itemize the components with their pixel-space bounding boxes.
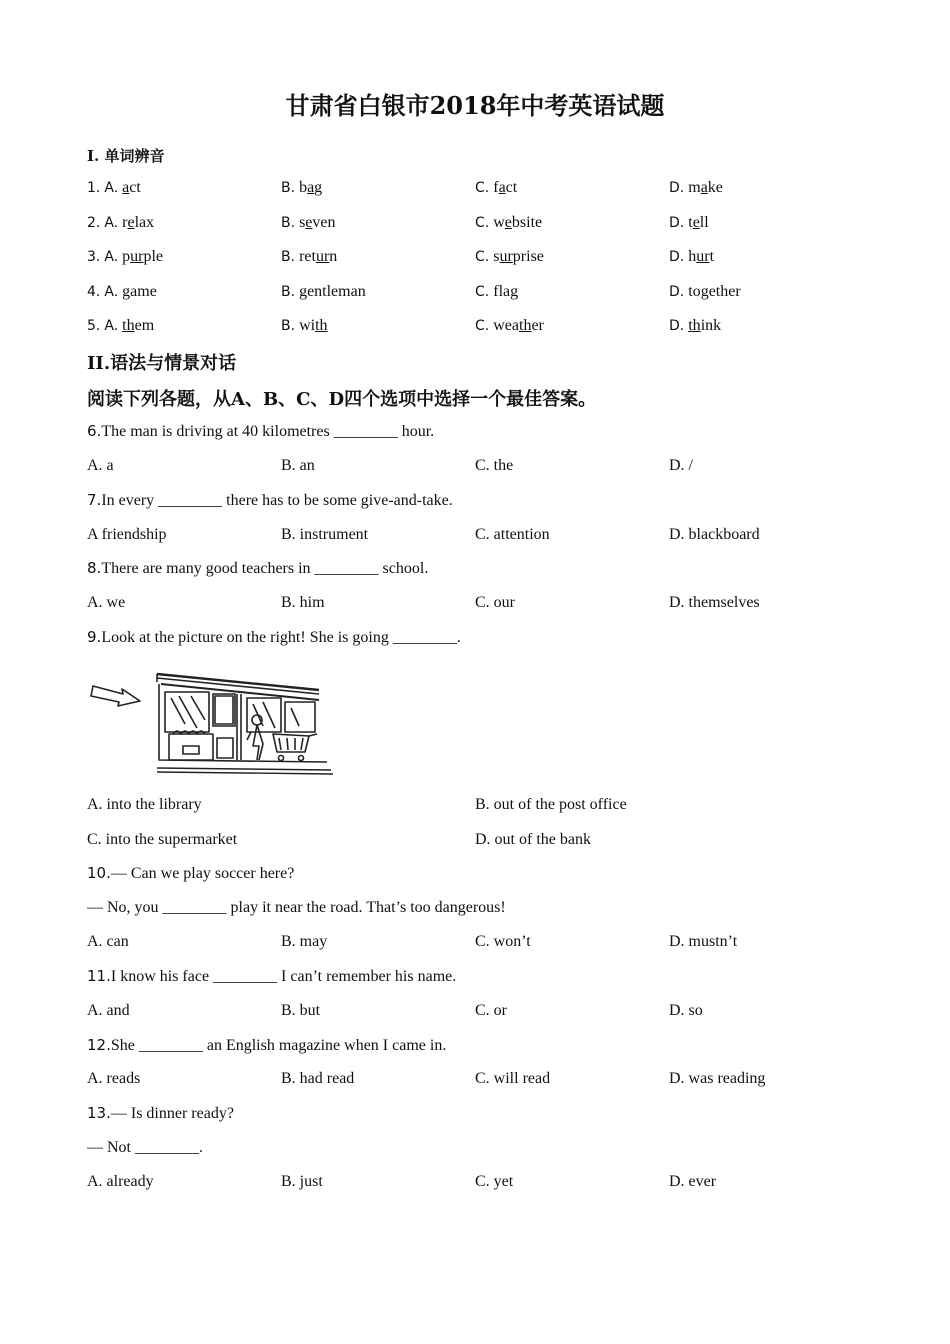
underlined-letters: g [510,283,519,300]
word-part: entleman [307,283,366,300]
option-c[interactable] [475,245,544,269]
section1-heading: I. 单词辨音 [87,147,165,165]
word-part: m [688,179,701,196]
option-word [122,317,154,334]
word-part: s [299,214,306,231]
option-a[interactable]: A. can [87,933,129,950]
question-text: — Can we play soccer here? [110,865,295,882]
word-part: r [122,214,128,231]
underlined-letters: a [122,179,130,196]
question-9-options-row2 [87,828,867,852]
option-c[interactable] [475,280,518,304]
question-9-options-row1 [87,793,867,817]
option-a[interactable]: A friendship [87,526,167,543]
option-a[interactable]: A. a [87,457,114,474]
option-a[interactable] [87,211,154,235]
option-c[interactable] [475,176,517,200]
question-text: Look at the picture on the right! She is going ________. [101,629,461,646]
word-part: ll [699,214,709,231]
underlined-letters: a [498,179,506,196]
word-part: s [493,248,500,265]
underlined-letters: e [305,214,313,231]
option-word [493,214,542,231]
question-number: 2. [87,215,101,231]
option-c[interactable]: C. into the supermarket [87,831,238,848]
word-part: wi [299,317,316,334]
option-word [493,248,544,265]
option-c[interactable]: C. the [475,457,514,474]
word-part: n [329,248,338,265]
option-word [299,317,327,334]
question-number: 11. [87,967,111,985]
option-a[interactable] [87,176,141,200]
option-label: D. [669,215,685,231]
option-a[interactable] [87,245,163,269]
underlined-letters: th [688,317,701,334]
word-part: ven [312,214,336,231]
question-8-options [87,591,867,615]
question-number: 10. [87,864,111,882]
option-label: B. [281,180,296,196]
word-part: fla [493,283,511,300]
option-label: B. [281,284,296,300]
word-part: em [134,317,155,334]
question-number: 8. [87,559,102,577]
question-12-options [87,1067,867,1091]
option-c[interactable]: C. won’t [475,933,531,950]
option-b[interactable]: B. instrument [281,526,369,543]
supermarket-illustration [87,668,347,780]
word-part: t [688,214,693,231]
option-d[interactable] [669,245,714,269]
option-label: B. [281,249,296,265]
option-d[interactable]: D. themselves [669,594,760,611]
question-10 [87,861,294,886]
option-c[interactable]: C. yet [475,1173,514,1190]
option-label: C. [475,284,490,300]
option-label: A. [104,318,119,334]
question-text: — Is dinner ready? [110,1105,234,1122]
option-label: C. [475,180,490,196]
word-part: bsite [511,214,543,231]
question-7-options [87,523,867,547]
question-13 [87,1101,234,1126]
option-word [122,214,154,231]
option-d[interactable]: D. / [669,457,693,474]
question-number: 12. [87,1036,111,1054]
underlined-letters: th [122,317,135,334]
option-word [299,214,335,231]
option-d[interactable] [669,280,741,304]
option-word [493,283,518,300]
question-number: 13. [87,1104,111,1122]
option-label: C. [475,249,490,265]
underlined-letters: e [504,214,512,231]
word-part: w [493,214,505,231]
word-part: g [314,179,323,196]
word-part: ink [700,317,722,334]
option-d[interactable]: D. out of the bank [475,831,591,848]
word-part: ct [129,179,141,196]
section2-instruction: 阅读下列各题，从A、B、C、D四个选项中选择一个最佳答案。 [87,389,597,410]
option-word [122,179,141,196]
word-part: prise [512,248,544,265]
option-d[interactable]: D. mustn’t [669,933,738,950]
word-part: lax [134,214,155,231]
word-part: p [122,248,131,265]
option-d[interactable]: D. ever [669,1173,717,1190]
question-text: I know his face ________ I can’t remember his name. [110,968,457,985]
page-title: 甘肃省白银市2018年中考英语试题 [285,91,665,120]
question-number: 9. [87,628,102,646]
option-word [688,248,714,265]
option-b[interactable]: B. out of the post office [475,796,627,813]
option-word [688,179,723,196]
word-part: f [493,179,499,196]
section2-heading: II.语法与情景对话 [87,353,237,374]
question-number: 1. [87,180,101,196]
question-11 [87,964,456,989]
underlined-letters: g [299,283,308,300]
option-word [493,179,517,196]
option-a[interactable]: A. we [87,594,126,611]
option-b[interactable] [281,176,322,200]
underlined-letters: th [519,317,532,334]
option-label: D. [669,318,685,334]
phonetics-question-4 [87,280,867,304]
option-c[interactable]: C. or [475,1002,507,1019]
underlined-letters: e [127,214,135,231]
word-part: t [709,248,715,265]
phonetics-question-3 [87,245,867,269]
option-label: B. [281,215,296,231]
word-part: wea [493,317,519,334]
question-12 [87,1033,446,1058]
option-b[interactable]: B. just [281,1173,323,1190]
question-10-options [87,930,867,954]
underlined-letters: g [700,283,709,300]
word-part: h [688,248,697,265]
option-word [122,283,157,300]
word-part: ct [505,179,518,196]
question-text: The man is driving at 40 kilometres ________ hour. [101,423,435,440]
option-word [493,317,544,334]
option-label: A. [104,249,119,265]
option-a[interactable]: A. into the library [87,796,202,813]
option-word [122,248,163,265]
option-a[interactable]: A. already [87,1173,154,1190]
option-b[interactable] [281,245,337,269]
option-c[interactable]: C. our [475,594,515,611]
option-b[interactable]: B. him [281,594,325,611]
option-label: A. [104,284,119,300]
option-b[interactable] [281,314,328,338]
option-a[interactable] [87,280,157,304]
question-7 [87,488,453,513]
arrow-icon [91,686,140,706]
underlined-letters: e [692,214,700,231]
option-label: B. [281,318,296,334]
phonetics-question-5 [87,314,867,338]
underlined-letters: ur [696,248,710,265]
question-11-options [87,999,867,1023]
option-d[interactable] [669,176,723,200]
question-9 [87,625,461,650]
underlined-letters: g [122,283,131,300]
option-a[interactable] [87,314,154,338]
option-c[interactable]: C. will read [475,1070,551,1087]
option-label: A. [104,215,119,231]
word-part: ether [708,283,741,300]
underlined-letters: th [315,317,328,334]
underlined-letters: ur [499,248,513,265]
question-number: 3. [87,249,101,265]
word-part: ret [299,248,316,265]
question-number: 7. [87,491,102,509]
question-text: There are many good teachers in ________ school. [101,560,429,577]
word-part: b [299,179,308,196]
phonetics-question-2 [87,211,867,235]
option-d[interactable] [669,211,709,235]
option-c[interactable] [475,314,544,338]
option-d[interactable]: D. so [669,1002,703,1019]
underlined-letters: ur [315,248,330,265]
option-word [299,248,337,265]
option-b[interactable]: B. an [281,457,315,474]
question-number: 5. [87,318,101,334]
option-label: A. [104,180,119,196]
option-a[interactable]: A. reads [87,1070,141,1087]
option-word [688,317,721,334]
word-part: ame [130,283,157,300]
option-d[interactable]: D. blackboard [669,526,760,543]
word-part: er [531,317,544,334]
option-b[interactable]: B. had read [281,1070,355,1087]
underlined-letters: ur [130,248,144,265]
question-text: In every ________ there has to be some give-and-take. [101,492,453,509]
word-part: ke [707,179,723,196]
question-13-reply: — Not ________. [87,1139,203,1156]
option-c[interactable]: C. attention [475,526,550,543]
option-b[interactable] [281,280,366,304]
phonetics-question-1 [87,176,867,200]
option-word [688,214,708,231]
option-d[interactable] [669,314,721,338]
option-c[interactable] [475,211,542,235]
option-label: D. [669,249,685,265]
word-part: to [688,283,701,300]
option-word [299,283,366,300]
option-b[interactable]: B. but [281,1002,321,1019]
question-6 [87,419,434,444]
option-b[interactable]: B. may [281,933,328,950]
word-part: ple [143,248,164,265]
option-d[interactable]: D. was reading [669,1070,766,1087]
option-word [688,283,740,300]
question-number: 4. [87,284,101,300]
option-label: D. [669,284,685,300]
question-8 [87,556,428,581]
question-number: 6. [87,422,102,440]
option-label: C. [475,318,490,334]
question-text: She ________ an English magazine when I came in. [110,1037,447,1054]
question-13-options [87,1170,867,1194]
option-label: D. [669,180,685,196]
question-6-options [87,454,867,478]
underlined-letters: a [307,179,315,196]
underlined-letters: a [700,179,708,196]
option-word [299,179,322,196]
question-10-reply: — No, you ________ play it near the road. That’s too dangerous! [87,899,506,916]
option-label: C. [475,215,490,231]
option-a[interactable]: A. and [87,1002,130,1019]
option-b[interactable] [281,211,336,235]
